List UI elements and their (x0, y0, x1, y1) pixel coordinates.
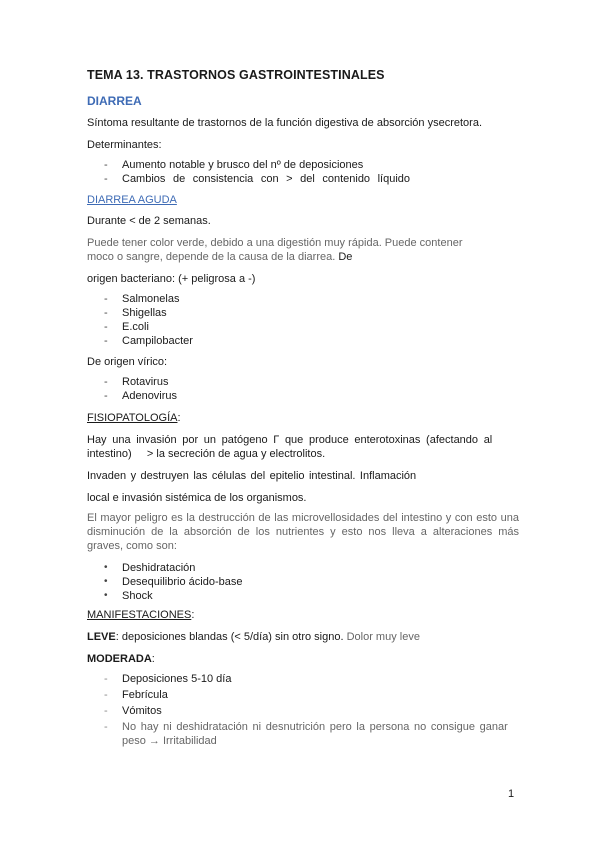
list-item: - Febrícula (104, 689, 168, 701)
heading-fisiopatologia: FISIOPATOLOGÍA: (87, 412, 181, 424)
list-item: - Deposiciones 5-10 día (104, 673, 232, 685)
list-item: - Rotavirus (104, 376, 169, 388)
moderada-label: MODERADA: (87, 653, 155, 665)
duracion-line: Durante < de 2 semanas. (87, 215, 211, 227)
invaden-line: Invaden y destruyen las células del epitelio intestinal. Inflamación (87, 470, 417, 482)
color-line-1: Puede tener color verde, debido a una digestión muy rápida. Puede contener (87, 237, 463, 249)
heading-diarrea-aguda[interactable]: DIARREA AGUDA (87, 194, 177, 206)
sintoma-paragraph: Síntoma resultante de trastornos de la función digestiva de absorción ysecretora. (87, 117, 483, 129)
peligro-paragraph: El mayor peligro es la destrucción de las microvellosidades del intestino y con esto una disminución de la absorción de los nutrientes y esto nos lleva a alteraciones más graves, como son: (87, 512, 519, 552)
determinantes-list (104, 158, 410, 186)
list-item: - Salmonelas (104, 293, 180, 305)
dash-marker: - (104, 705, 108, 717)
list-item: - Cambios de consistencia con > del contenido líquido (104, 173, 411, 185)
origen-bacteriano-label: origen bacteriano: (+ peligrosa a -) (87, 273, 256, 285)
list-item: - Campilobacter (104, 335, 193, 347)
page-title: TEMA 13. TRASTORNOS GASTROINTESTINALES (87, 68, 385, 82)
list-item: - E.coli (104, 321, 149, 333)
list-item: - Shigellas (104, 307, 167, 319)
dash-marker: - (104, 673, 108, 685)
list-item: - Adenovirus (104, 390, 178, 402)
dash-marker: - (104, 376, 108, 388)
list-item-continuation: peso → Irritabilidad (122, 735, 217, 747)
virus-list (104, 375, 177, 403)
dash-marker: - (104, 321, 108, 333)
determinantes-label: Determinantes: (87, 139, 162, 151)
leve-line: LEVE: deposiciones blandas (< 5/día) sin otro signo. Dolor muy leve (87, 631, 420, 643)
dash-marker: - (104, 293, 108, 305)
dash-marker: - (104, 173, 108, 185)
bullet-marker: • (104, 576, 108, 587)
heading-diarrea: DIARREA (87, 94, 142, 108)
dash-marker: - (104, 390, 108, 402)
origen-virico-label: De origen vírico: (87, 356, 168, 368)
page-number: 1 (508, 788, 515, 800)
list-item: • Shock (104, 590, 153, 602)
list-item: • Deshidratación (104, 562, 196, 574)
dash-marker: - (104, 335, 108, 347)
dash-marker: - (104, 159, 108, 171)
dash-marker: - (104, 689, 108, 701)
bullet-marker: • (104, 590, 108, 601)
invasion-line-2: intestino) > la secreción de agua y electrolitos. (87, 448, 326, 460)
list-item: - Aumento notable y brusco del nº de deposiciones (104, 159, 364, 171)
invasion-line-1: Hay una invasión por un patógeno Γ que produce enterotoxinas (afectando al (87, 434, 493, 446)
list-item: - Vómitos (104, 705, 162, 717)
color-line-2: moco o sangre, depende de la causa de la diarrea. De (87, 251, 353, 263)
list-item: - No hay ni deshidratación ni desnutrición pero la persona no consigue ganar (104, 721, 508, 733)
dash-marker: - (104, 721, 108, 733)
moderada-list (104, 672, 519, 748)
alteraciones-list (104, 561, 242, 603)
heading-manifestaciones: MANIFESTACIONES: (87, 609, 195, 621)
list-item: • Desequilibrio ácido-base (104, 576, 243, 588)
bacterias-list (104, 292, 193, 348)
dash-marker: - (104, 307, 108, 319)
local-line: local e invasión sistémica de los organismos. (87, 492, 307, 504)
bullet-marker: • (104, 562, 108, 573)
